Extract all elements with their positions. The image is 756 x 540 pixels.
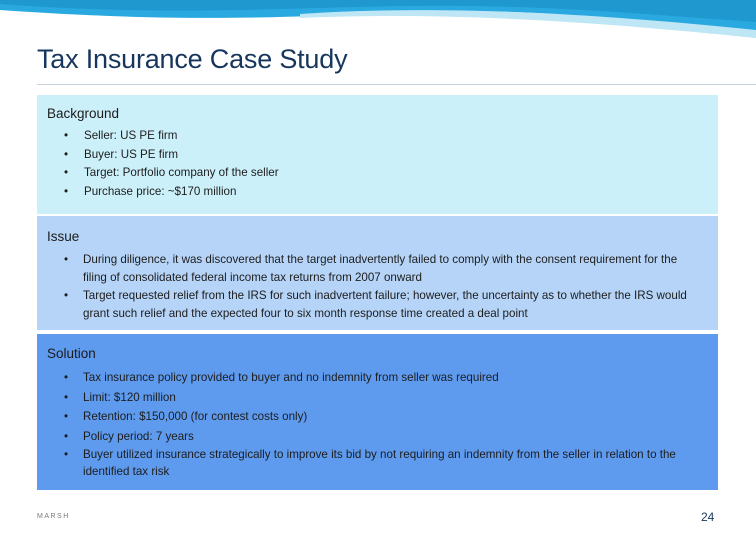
background-list (64, 127, 704, 201)
issue-heading: Issue (47, 229, 80, 244)
list-item: • Target: Portfolio company of the seller (64, 166, 279, 179)
issue-list (64, 251, 704, 323)
list-item: • Policy period: 7 years (64, 429, 194, 443)
solution-panel (37, 334, 718, 490)
background-heading: Background (47, 106, 120, 121)
list-item: • Buyer: US PE firm (64, 147, 179, 161)
header-wave-band (0, 0, 756, 40)
list-item: • Retention: $150,000 (for contest costs only) (64, 410, 308, 423)
marsh-logo: MARSH (37, 513, 70, 520)
list-item: • Seller: US PE firm (64, 129, 178, 142)
list-item: • Tax insurance policy provided to buyer and no indemnity from seller was required (64, 371, 499, 384)
background-panel (37, 95, 718, 214)
list-item: • Limit: $120 million (64, 390, 176, 404)
slide-title: Tax Insurance Case Study (37, 44, 348, 74)
title-divider (37, 84, 756, 85)
list-item: • Target requested relief from the IRS for such inadvertent failure; however, the uncertainty as to whether the IRS would grant such relief and the expected four to six month response time created a deal point (64, 289, 687, 320)
page-number: 24 (701, 510, 715, 524)
list-item: • Buyer utilized insurance strategically to improve its bid by not requiring an indemnity from the seller in relation to the identified tax risk (64, 448, 676, 478)
list-item: • During diligence, it was discovered that the target inadvertently failed to comply with the consent requirement for the filing of consolidated federal income tax returns from 2007 onward (64, 253, 678, 284)
issue-panel (37, 216, 718, 330)
solution-list (64, 368, 704, 480)
list-item: • Purchase price: ~$170 million (64, 184, 237, 198)
solution-heading: Solution (47, 346, 96, 361)
